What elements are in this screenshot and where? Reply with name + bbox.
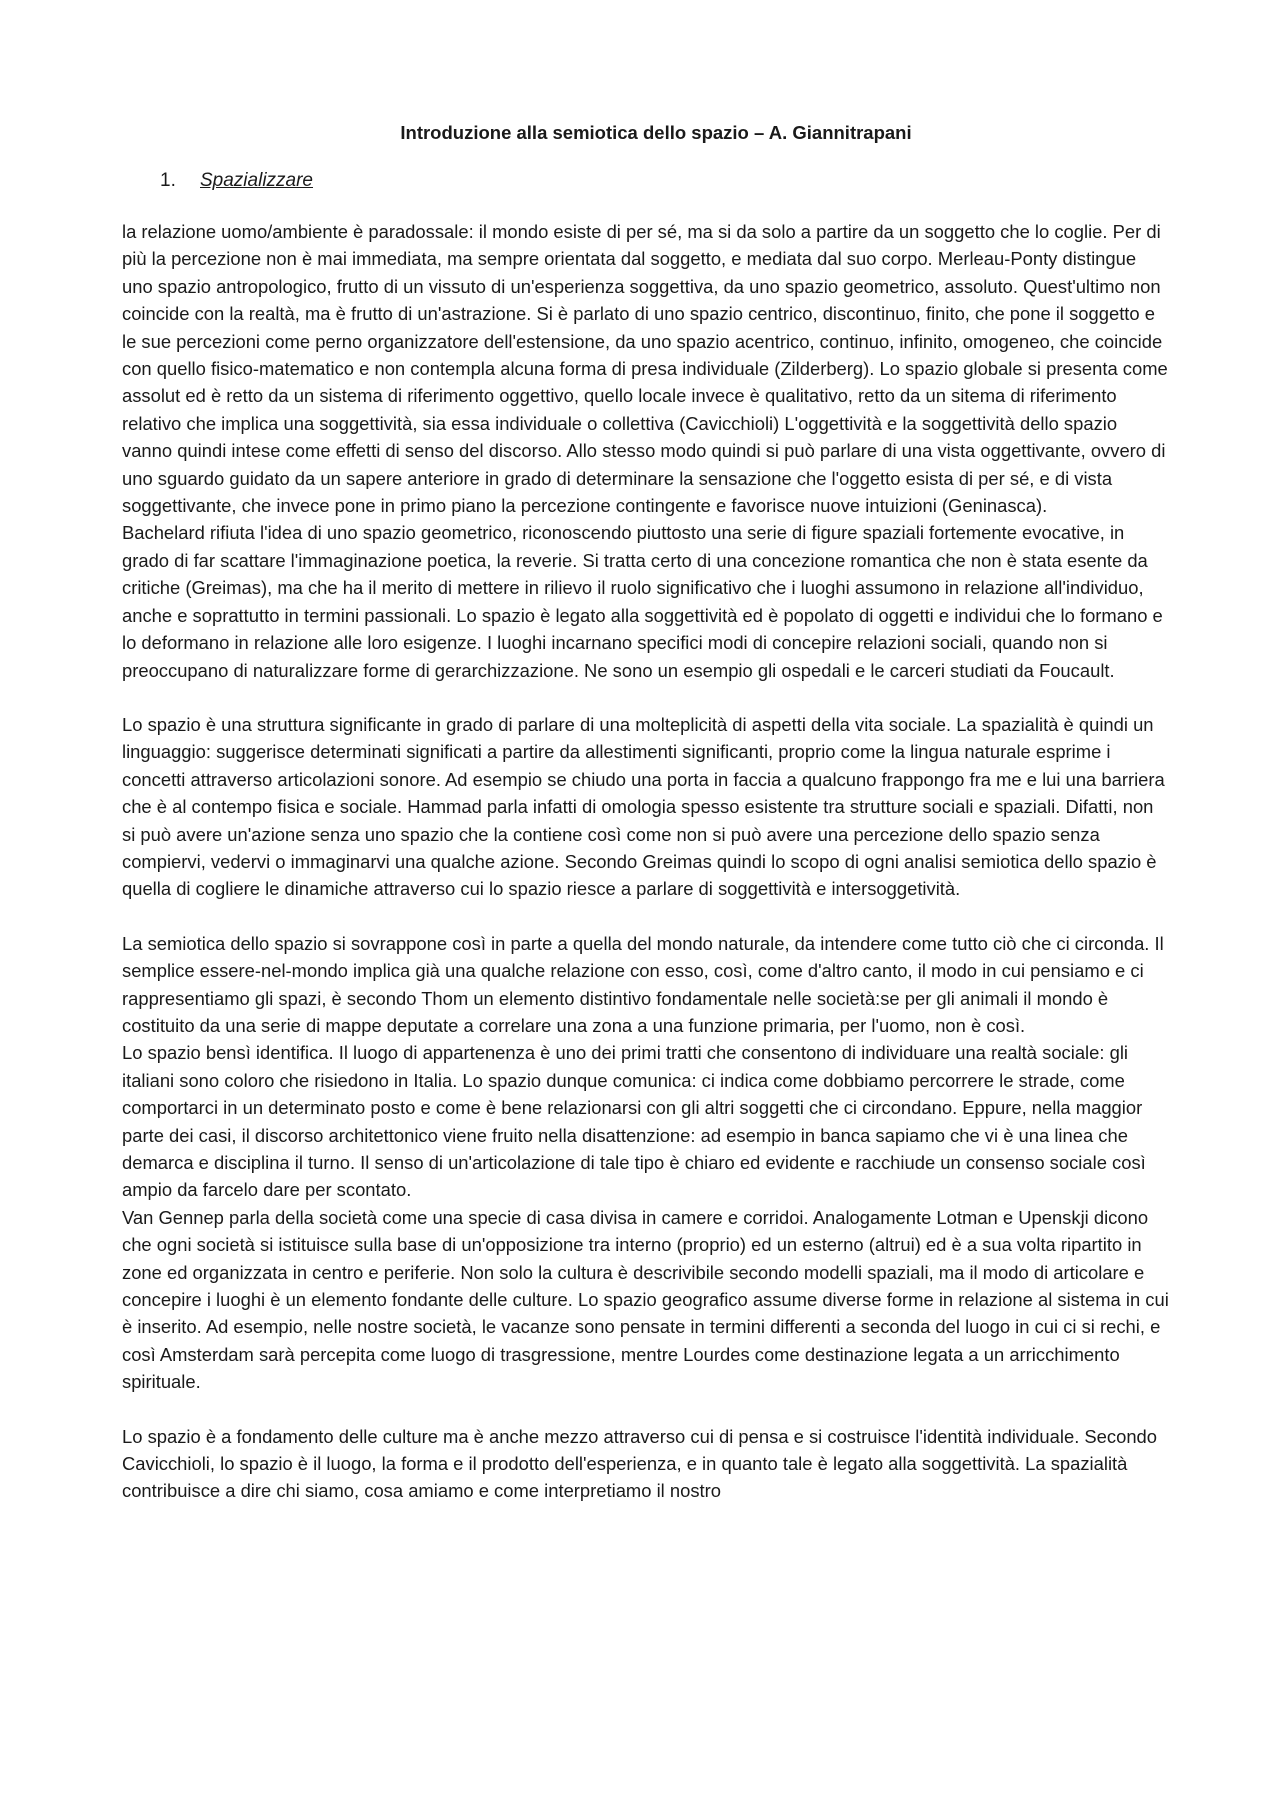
section-label: Spazializzare: [200, 170, 313, 191]
section-heading: [160, 168, 1170, 194]
paragraph: Lo spazio è a fondamento delle culture ma è anche mezzo attraverso cui di pensa e si costruisce l'identità individuale. Secondo Cavicchioli, lo spazio è il luogo, la forma e il prodotto dell'esperienza, e in quanto tale è legato alla soggettività. La spazialità contribuisce a dire chi siamo, cosa amiamo e come interpretiamo il nostro: [122, 1425, 1158, 1502]
paragraph: la relazione uomo/ambiente è paradossale: il mondo esiste di per sé, ma si da solo a partire da un soggetto che lo coglie. Per di più la percezione non è mai immediata, ma sempre orientata dal soggetto, e mediata dal suo corpo. Merleau-Ponty distingue uno spazio antropologico, frutto di un vissuto di un'esperienza soggettiva, da uno spazio geometrico, assoluto. Quest'ultimo non coincide con la realtà, ma è frutto di un'astrazione. Si è parlato di uno spazio centrico, discontinuo, finito, che pone il soggetto e le sue percezioni come perno organizzatore dell'estensione, da uno spazio acentrico, continuo, infinito, omogeneo, che coincide con quello fisico-matematico e non contempla alcuna forma di presa individuale (Zilderberg). Lo spazio globale si presenta come assolut ed è retto da un sistema di riferimento oggettivo, quello locale invece è qualitativo, retto da un sitema di riferimento relativo che implica una soggettività, sia essa individuale o collettiva (Cavicchioli) L'oggettività e la soggettività dello spazio vanno quindi intese come effetti di senso del discorso. Allo stesso modo quindi si può parlare di una vista oggettivante, ovvero di uno sguardo guidato da un sapere anteriore in grado di determinare la sensazione che l'oggetto esista di per sé, e di vista soggettivante, che invece pone in primo piano la percezione contingente e favorisce nuove intuizioni (Geninasca).: [122, 221, 1168, 517]
section-number: 1.: [160, 170, 176, 191]
paragraph: Lo spazio è una struttura significante in grado di parlare di una molteplicità di aspetti della vita sociale. La spazialità è quindi un linguaggio: suggerisce determinati significati a partire da allestimenti significanti, proprio come la lingua naturale esprime i concetti attraverso articolazioni sonore. Ad esempio se chiudo una porta in faccia a qualcuno frappongo fra me e lui una barriera che è al contempo fisica e sociale. Hammad parla infatti di omologia spesso esistente tra strutture sociali e spaziali. Difatti, non si può avere un'azione senza uno spazio che la contiene così come non si può avere una percezione dello spazio senza compiervi, vedervi o immaginarvi una qualche azione. Secondo Greimas quindi lo scopo di ogni analisi semiotica dello spazio è quella di cogliere le dinamiche attraverso cui lo spazio riesce a parlare di soggettività e intersoggetività.: [122, 713, 1165, 900]
paragraph: Van Gennep parla della società come una specie di casa divisa in camere e corridoi. Analogamente Lotman e Upenskji dicono che ogni società si istituisce sulla base di un'opposizione tra interno (proprio) ed un esterno (altrui) ed è a sua volta ripartito in zone ed organizzata in centro e periferie. Non solo la cultura è descrivibile secondo modelli spaziali, ma il modo di articolare e concepire i luoghi è un elemento fondante delle culture. Lo spazio geografico assume diverse forme in relazione al sistema in cui è inserito. Ad esempio, nelle nostre società, le vacanze sono pensate in termini differenti a seconda del luogo in cui ci si rechi, e così Amsterdam sarà percepita come luogo di trasgressione, mentre Lourdes come destinazione legata a un arricchimento spirituale.: [122, 1206, 1169, 1393]
body-text: [122, 218, 1170, 1505]
document-title: Introduzione alla semiotica dello spazio – A. Giannitrapani: [400, 122, 912, 143]
paragraph: Bachelard rifiuta l'idea di uno spazio geometrico, riconoscendo piuttosto una serie di figure spaziali fortemente evocative, in grado di far scattare l'immaginazione poetica, la reverie. Si tratta certo di una concezione romantica che non è stata esente da critiche (Greimas), ma che ha il merito di mettere in rilievo il ruolo significativo che i luoghi assumono in relazione all'individuo, anche e soprattutto in termini passionali. Lo spazio è legato alla soggettività ed è popolato di oggetti e individui che lo formano e lo deformano in relazione alle loro esigenze. I luoghi incarnano specifici modi di concepire relazioni sociali, quando non si preoccupano di naturalizzare forme di gerarchizzazione. Ne sono un esempio gli ospedali e le carceri studiati da Foucault.: [122, 522, 1163, 681]
document-page: [122, 120, 1170, 1505]
paragraph: La semiotica dello spazio si sovrappone così in parte a quella del mondo naturale, da intendere come tutto ciò che ci circonda. Il semplice essere-nel-mondo implica già una qualche relazione con esso, così, come d'altro canto, il modo in cui pensiamo e ci rappresentiamo gli spazi, è secondo Thom un elemento distintivo fondamentale nelle società:se per gli animali il mondo è costituito da una serie di mappe deputate a correlare una zona a una funzione primaria, per l'uomo, non è così.: [122, 932, 1164, 1036]
paragraph: Lo spazio bensì identifica. Il luogo di appartenenza è uno dei primi tratti che consentono di individuare una realtà sociale: gli italiani sono coloro che risiedono in Italia. Lo spazio dunque comunica: ci indica come dobbiamo percorrere le strade, come comportarci in un determinato posto e come è bene relazionarsi con gli altri soggetti che ci circondano. Eppure, nella maggior parte dei casi, il discorso architettonico viene fruito nella disattenzione: ad esempio in banca sapiamo che vi è una linea che demarca e disciplina il turno. Il senso di un'articolazione di tale tipo è chiaro ed evidente e racchiude un consenso sociale così ampio da farcelo dare per scontato.: [122, 1042, 1146, 1201]
